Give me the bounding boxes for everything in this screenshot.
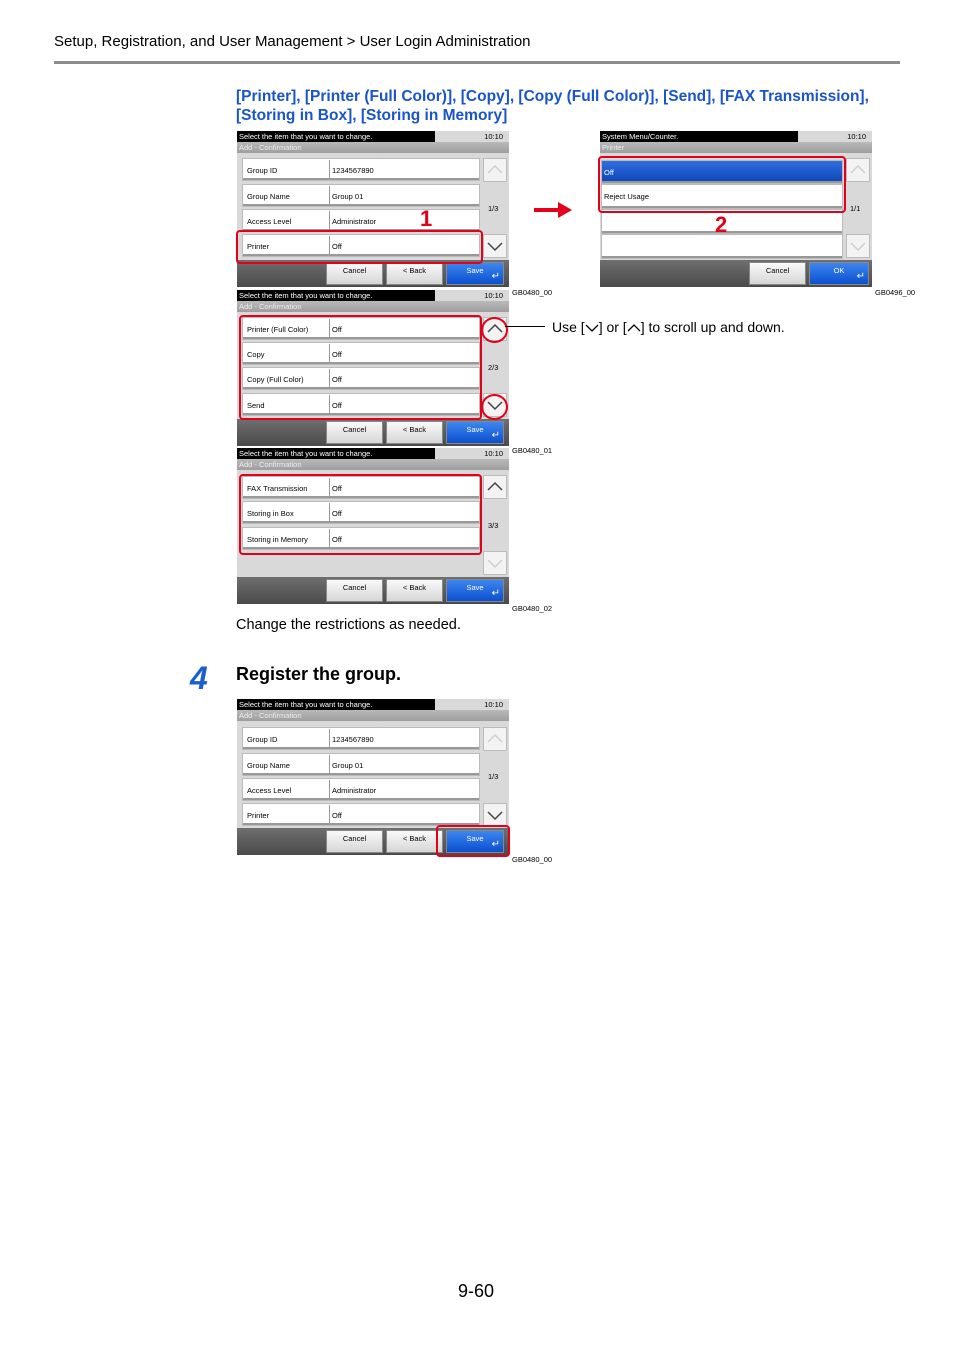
screen-subtitle: Printer [600, 142, 872, 153]
scroll-down-button[interactable] [483, 803, 507, 827]
scroll-up-button[interactable] [483, 158, 507, 182]
chevron-up-icon [484, 728, 506, 750]
change-instruction: Change the restrictions as needed. [236, 617, 461, 633]
option-off[interactable]: Off [601, 160, 843, 184]
chevron-down-icon [484, 804, 506, 826]
scroll-down-button[interactable] [846, 234, 870, 258]
page-indicator: 1/1 [850, 204, 861, 213]
message-bar: Select the item that you want to change. [237, 699, 435, 710]
section-heading: [Printer], [Printer (Full Color)], [Copy], [Copy (Full Color)], [Send], [FAX Transmission], [Storing in Box], [Storing in Memory] [236, 88, 869, 124]
page-indicator: 3/3 [488, 521, 499, 530]
clock: 10:10 [484, 132, 503, 141]
enter-icon: ↵ [491, 588, 500, 599]
row-group-id[interactable]: Group ID 1234567890 [242, 727, 480, 750]
back-button[interactable]: < Back [386, 262, 443, 285]
save-button[interactable]: Save ↵ [446, 421, 504, 444]
highlight-scroll-up [481, 317, 508, 343]
highlight-save-button [436, 825, 510, 857]
figure-code: GB0480_01 [512, 446, 553, 455]
row-group-name[interactable]: Group Name Group 01 [242, 184, 480, 207]
figure-code: GB0480_00 [512, 855, 553, 864]
highlight-rows-page3 [239, 474, 482, 555]
scroll-down-button[interactable] [483, 551, 507, 575]
page-indicator: 1/3 [488, 772, 499, 781]
row-group-id[interactable]: Group ID 1234567890 [242, 158, 480, 181]
figure-code: GB0480_00 [512, 288, 553, 297]
page-indicator: 1/3 [488, 204, 499, 213]
clock: 10:10 [847, 132, 866, 141]
row-printer[interactable]: Printer Off [242, 803, 480, 826]
chevron-up-icon [627, 323, 641, 333]
row-fax-transmission[interactable]: FAX Transmission Off [242, 476, 480, 499]
chevron-down-icon [484, 552, 506, 574]
cancel-button[interactable]: Cancel [326, 830, 383, 853]
step-number: 4 [190, 660, 208, 696]
enter-icon: ↵ [856, 271, 865, 282]
cancel-button[interactable]: Cancel [326, 579, 383, 602]
scroll-up-button[interactable] [483, 475, 507, 499]
figure-code: GB0480_02 [512, 604, 553, 613]
cancel-button[interactable]: Cancel [749, 262, 806, 285]
callout-1: 1 [420, 206, 433, 231]
scroll-instruction: Use [ ] or [ ] to scroll up and down. [552, 319, 785, 335]
chevron-down-icon [484, 235, 506, 257]
chevron-down-icon [847, 235, 869, 257]
message-bar: System Menu/Counter. [600, 131, 798, 142]
screen-subtitle: Add - Confirmation [237, 459, 509, 470]
ok-button[interactable]: OK ↵ [809, 262, 869, 285]
row-printer-full-color[interactable]: Printer (Full Color) Off [242, 317, 480, 340]
message-bar: Select the item that you want to change. [237, 448, 435, 459]
row-access-level[interactable]: Access Level Administrator [242, 209, 480, 232]
save-button[interactable]: Save ↵ [446, 579, 504, 602]
figure-code: GB0496_00 [875, 288, 916, 297]
callout-2: 2 [715, 212, 728, 237]
scroll-down-button[interactable] [483, 234, 507, 258]
breadcrumb: Setup, Registration, and User Management > User Login Administration [54, 33, 531, 50]
row-access-level[interactable]: Access Level Administrator [242, 778, 480, 801]
highlight-scroll-down [481, 394, 508, 420]
message-bar: Select the item that you want to change. [237, 131, 435, 142]
step-title: Register the group. [236, 664, 402, 684]
back-button[interactable]: < Back [386, 579, 443, 602]
page-number: 9-60 [458, 1281, 495, 1301]
message-bar: Select the item that you want to change. [237, 290, 435, 301]
row-storing-in-memory[interactable]: Storing in Memory Off [242, 527, 480, 550]
clock: 10:10 [484, 449, 503, 458]
back-button[interactable]: < Back [386, 421, 443, 444]
option-reject-usage[interactable]: Reject Usage [601, 184, 843, 209]
chevron-up-icon [847, 159, 869, 181]
screen-subtitle: Add - Confirmation [237, 142, 509, 153]
row-printer[interactable]: Printer Off [242, 234, 480, 257]
enter-icon: ↵ [491, 430, 500, 441]
enter-icon: ↵ [491, 839, 500, 850]
highlight-printer-options [598, 156, 846, 213]
right-arrow-icon [534, 200, 574, 220]
row-group-name[interactable]: Group Name Group 01 [242, 753, 480, 776]
highlight-rows-page2 [239, 315, 482, 420]
enter-icon: ↵ [491, 271, 500, 282]
save-button[interactable]: Save ↵ [446, 262, 504, 285]
header-divider [54, 61, 900, 64]
cancel-button[interactable]: Cancel [326, 262, 383, 285]
row-storing-in-box[interactable]: Storing in Box Off [242, 501, 480, 524]
clock: 10:10 [484, 291, 503, 300]
scroll-up-button[interactable] [483, 727, 507, 751]
chevron-up-icon [484, 476, 506, 498]
chevron-up-icon [484, 159, 506, 181]
clock: 10:10 [484, 700, 503, 709]
row-send[interactable]: Send Off [242, 393, 480, 416]
scroll-up-button[interactable] [846, 158, 870, 182]
row-copy-full-color[interactable]: Copy (Full Color) Off [242, 367, 480, 390]
page-indicator: 2/3 [488, 363, 499, 372]
screen-subtitle: Add - Confirmation [237, 710, 509, 721]
chevron-down-icon [585, 323, 599, 333]
cancel-button[interactable]: Cancel [326, 421, 383, 444]
save-button[interactable]: Save ↵ [446, 830, 504, 853]
highlight-printer-row [236, 230, 483, 264]
back-button[interactable]: < Back [386, 830, 443, 853]
screen-subtitle: Add - Confirmation [237, 301, 509, 312]
row-copy[interactable]: Copy Off [242, 342, 480, 365]
callout-line [505, 326, 545, 327]
